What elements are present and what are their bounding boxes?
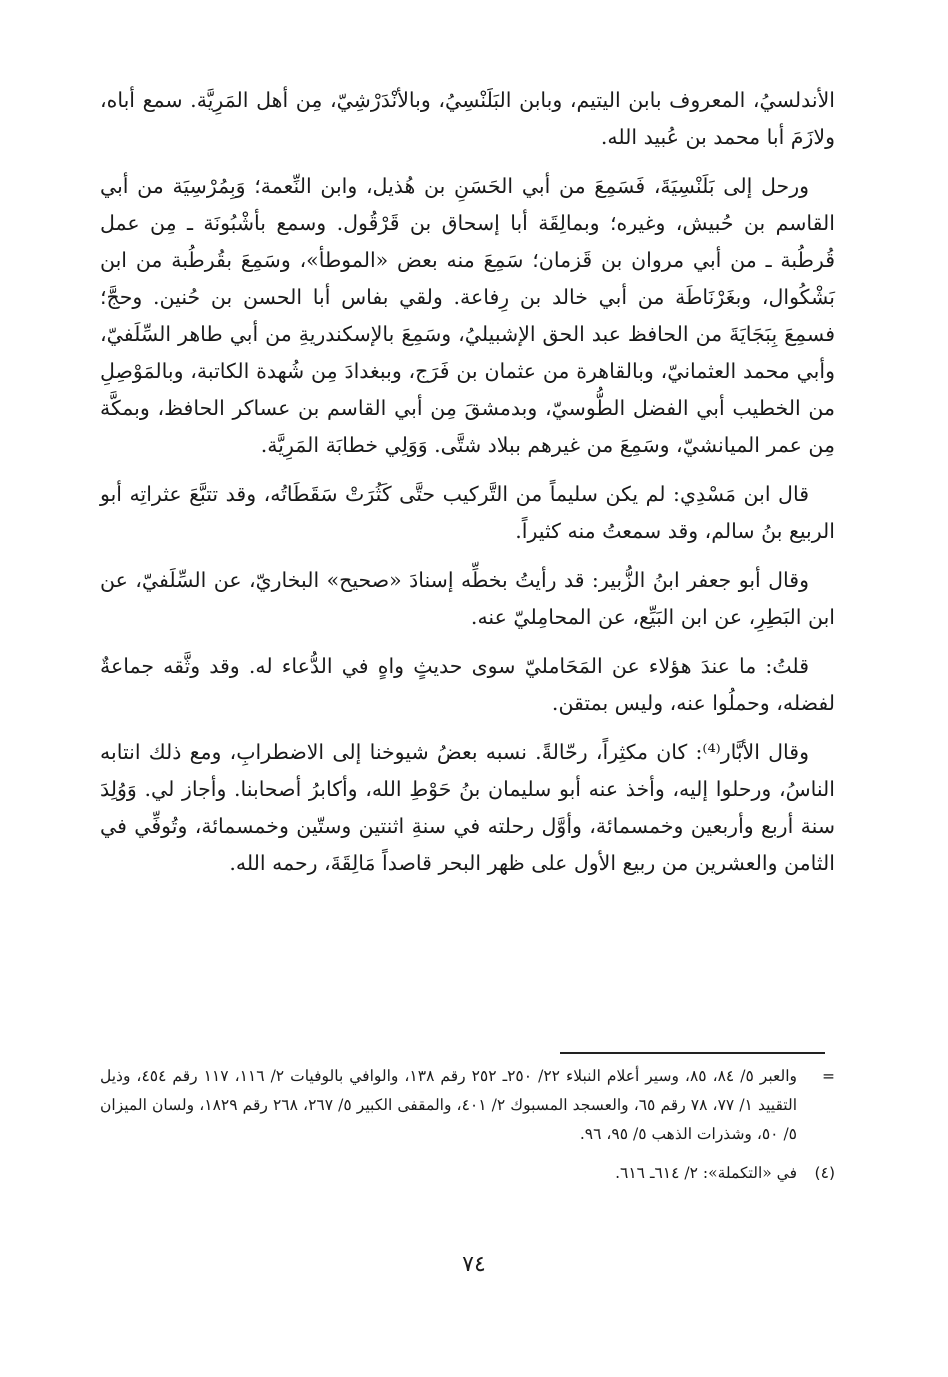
paragraph-travels: ورحل إلى بَلَنْسِيَةَ، فَسَمِعَ من أبي الحَسَنِ بن هُذيل، وابن النِّعمة؛ وَبِمُرْسِيَة من أبي القاسم بن حُبيش، وغيره؛ وبمالِقَة أبا إسحاق بن قَرْقُول. وسمع بأشْبُونَة ـ مِن عمل قُرطُبة ـ من أبي مروان بن قَزمان؛ سَمِعَ منه بعض «الموطأ»، وسَمِعَ بقُرطُبة من ابن بَشْكُوال، وبغَرْنَاطَة من أبي خالد بن رِفاعة. ولقي بفاس أبا الحسن بن حُنين. وحجَّ؛ فسمِعَ بِبَجَايَةَ من الحافظ عبد الحق الإشبيليُ، وسَمِعَ بالإسكندريةِ من أبي طاهر السِّلَفيّ، وأبي محمد العثمانيّ، وبالقاهرة من عثمان بن فَرَج، وببغدادَ مِن شُهدة الكاتبة، وبالمَوْصِلِ من الخطيب أبي الفضل الطُّوسيّ، وبدمشقَ مِن أبي القاسم بن عساكر الحافظ، وبمكَّة مِن عمر الميانشيّ، وسَمِعَ من غيرهم ببلاد شتَّى. وَوَلِي خطابَة المَرِيَّة.	[100, 174, 835, 457]
paragraph-ibn-zubayr: وقال أبو جعفر ابنُ الزُّبير: قد رأيتُ بخطِّه إسنادَ «صحيح» البخاريّ، عن السِّلَفيّ، عن ابن البَطِرِ، عن ابن البَيِّع، عن المحامِليّ عنه.	[100, 568, 835, 629]
footnote-text: في «التكملة»: ٢/ ٦١٤ـ ٦١٦.	[615, 1164, 797, 1182]
paragraph-al-abbar: وقال الأبَّار⁽⁴⁾: كان مكثِراً، رحّالةً. نسبه بعضُ شيوخنا إلى الاضطرابِ، ومع ذلك انتابه الناسُ، ورحلوا إليه، وأخذ عنه أبو سليمان بنُ حَوْطِ الله، وأكابرُ أصحابنا. وأجاز لي. وَوُلِدَ سنة أربع وأربعين وخمسمائة، وأوَّل رحلته في سنةِ اثنتين وستّين وخمسمائة، وتُوفِّي في الثامن والعشرين من ربيع الأول على ظهر البحر قاصداً مَالِقَةَ، رحمه الله.	[100, 740, 835, 875]
footnote-4	[100, 1159, 835, 1188]
footnote-separator	[560, 1052, 825, 1054]
footnote-text: والعبر ٥/ ٨٤، ٨٥، وسير أعلام النبلاء ٢٢/ ٢٥٠ـ ٢٥٢ رقم ١٣٨، والوافي بالوفيات ٢/ ١١٦، ١١٧ رقم ٤٥٤، وذيل التقييد ١/ ٧٧، ٧٨ رقم ٦٥، والعسجد المسبوك ٢/ ٤٠١، والمقفى الكبير ٥/ ٢٦٧، ٢٦٨ رقم ١٨٢٩، ولسان الميزان ٥/ ٥٠، وشذرات الذهب ٥/ ٩٥، ٩٦.	[100, 1067, 798, 1143]
footnote-continued	[100, 1062, 835, 1149]
main-text-block	[100, 82, 835, 894]
footnote-mark: (٤)	[814, 1164, 835, 1182]
paragraph-ibn-masdi: قال ابن مَسْدِي: لم يكن سليماً من التَّركيب حتَّى كَثُرَتْ سَقَطَاتُه، وقد تتبَّعَ عثراتِه أبو الربيع بنُ سالم، وقد سمعتُ منه كثيراً.	[100, 482, 835, 543]
footnotes	[100, 1062, 835, 1198]
paragraph-intro: الأندلسيُ، المعروف بابن اليتيم، وبابن البَلَنْسِيُ، وبالأنْدَرْشِيّ، مِن أهل المَرِيَّة. سمع أباه، ولازَمَ أبا محمد بن عُبيد الله.	[100, 88, 835, 149]
page-number: ٧٤	[462, 1252, 486, 1277]
footnote-mark: =	[822, 1067, 835, 1085]
paragraph-author-note: قلتُ: ما عندَ هؤلاء عن المَحَامليّ سوى حديثٍ واهٍ في الدُّعاء له. وقد وثَّقه جماعةٌ لفضله، وحملُوا عنه، وليس بمتقن.	[100, 654, 835, 715]
